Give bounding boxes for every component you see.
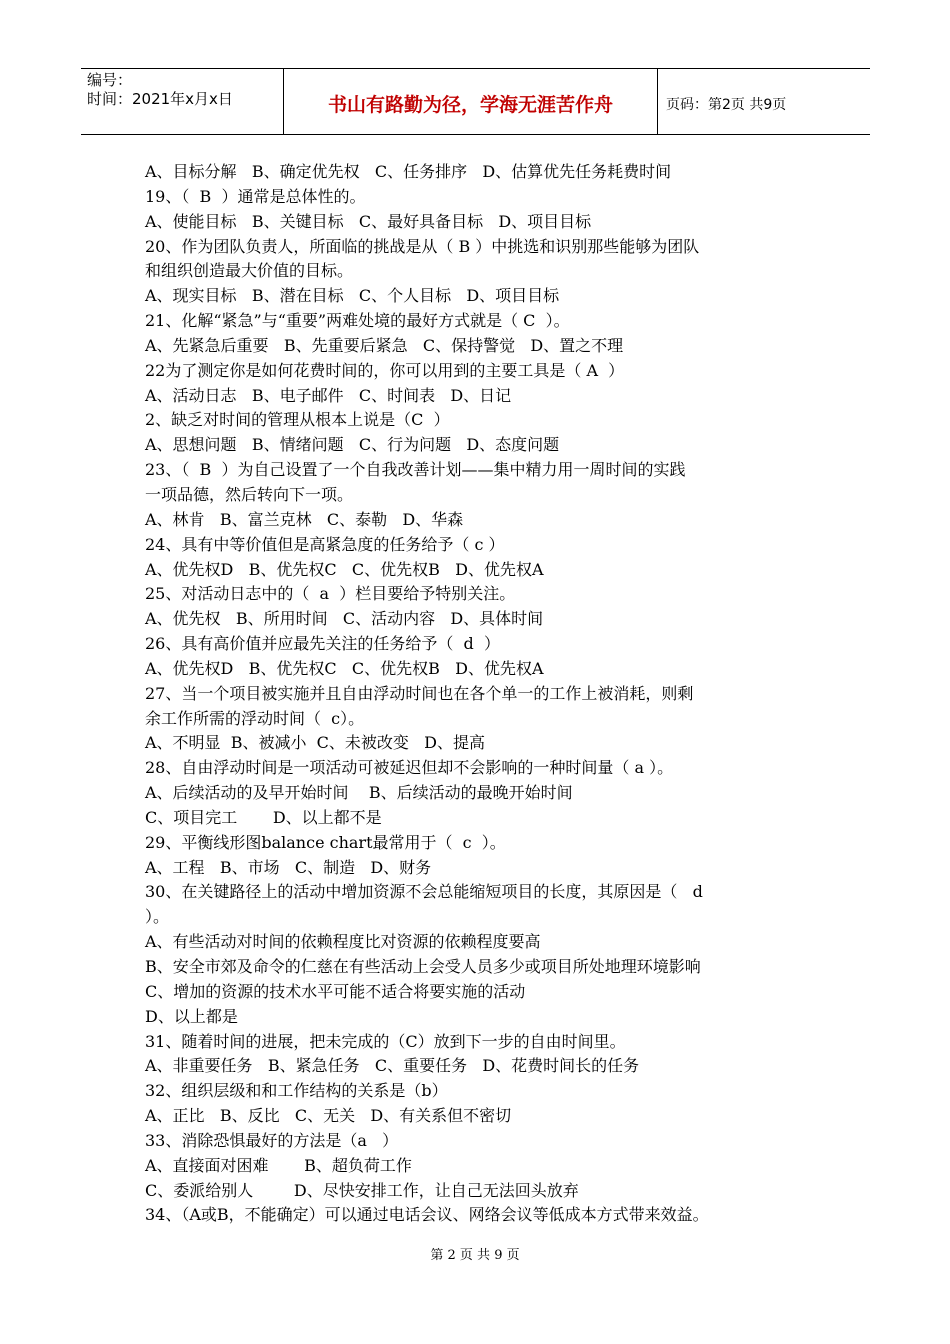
text-line: A、活动日志 B、电子邮件 C、时间表 D、日记	[145, 385, 512, 405]
text-line: A、后续活动的及早开始时间 B、后续活动的最晚开始时间	[145, 783, 573, 803]
page-header	[81, 68, 870, 135]
text-line: B、安全市郊及命令的仁慈在有些活动上会受人员多少或项目所处地理环境影响	[145, 957, 701, 976]
text-line: A、思想问题 B、情绪问题 C、行为问题 D、态度问题	[145, 435, 560, 455]
text-line: 19、（ B ）通常是总体性的。	[145, 186, 366, 206]
page-footer: 第 2 页 共 9 页	[430, 1248, 520, 1263]
text-line: 25、对活动日志中的（ a ）栏目要给予特别关注。	[145, 584, 516, 604]
text-line: C、项目完工 D、以上都不是	[145, 807, 382, 827]
text-line: A、不明显 B、被减小 C、未被改变 D、提高	[145, 733, 485, 753]
text-line: 32、组织层级和和工作结构的关系是（b）	[145, 1081, 448, 1101]
document-date-label: 时间：2021年x月x日	[87, 90, 233, 108]
text-line: C、增加的资源的技术水平可能不适合将要实施的活动	[145, 981, 526, 1001]
text-line: 29、平衡线形图balance chart最常用于（ c ）。	[145, 832, 506, 852]
document-body	[145, 160, 835, 1228]
text-line: A、先紧急后重要 B、先重要后紧急 C、保持警觉 D、置之不理	[145, 335, 624, 355]
text-line: 33、消除恐惧最好的方法是（a ）	[145, 1130, 399, 1150]
text-line: 余工作所需的浮动时间（ c）。	[145, 708, 365, 728]
text-line: 28、自由浮动时间是一项活动可被延迟但却不会影响的一种时间量（ a ）。	[145, 758, 674, 778]
text-line: A、正比 B、反比 C、无关 D、有关系但不密切	[145, 1106, 512, 1126]
text-line: A、优先权 B、所用时间 C、活动内容 D、具体时间	[145, 609, 544, 629]
text-line: 24、具有中等价值但是高紧急度的任务给予（ c ）	[145, 534, 505, 554]
header-page-number: 页码：第2页 共9页	[666, 96, 787, 113]
text-line: 20、作为团队负责人，所面临的挑战是从（ B ）中挑选和识别那些能够为团队	[145, 236, 700, 256]
text-line: A、使能目标 B、关键目标 C、最好具备目标 D、项目目标	[145, 211, 592, 231]
text-line: 23、（ B ）为自己设置了一个自我改善计划——集中精力用一周时间的实践	[145, 460, 686, 480]
text-line: 34、（A或B，不能确定）可以通过电话会议、网络会议等低成本方式带来效益。	[145, 1205, 709, 1225]
text-line: A、林肯 B、富兰克林 C、泰勒 D、华森	[145, 509, 464, 529]
text-line: A、直接面对困难 B、超负荷工作	[145, 1155, 412, 1175]
text-line: A、现实目标 B、潜在目标 C、个人目标 D、项目目标	[145, 286, 560, 306]
text-line: 2、缺乏对时间的管理从根本上说是（C ）	[145, 410, 450, 430]
text-line: C、委派给别人 D、尽快安排工作，让自己无法回头放弃	[145, 1180, 579, 1200]
text-line: 21、化解“紧急”与“重要”两难处境的最好方式就是（ C ）。	[145, 311, 570, 331]
text-line: 27、当一个项目被实施并且自由浮动时间也在各个单一的工作上被消耗，则剩	[145, 683, 694, 703]
text-line: A、目标分解 B、确定优先权 C、任务排序 D、估算优先任务耗费时间	[145, 162, 672, 181]
text-line: A、有些活动对时间的依赖程度比对资源的依赖程度要高	[145, 932, 541, 952]
document-code-label: 编号：	[87, 71, 133, 89]
text-line: 22为了测定你是如何花费时间的，你可以用到的主要工具是（ A ）	[145, 360, 625, 380]
text-line: 31、随着时间的进展，把未完成的（C）放到下一步的自由时间里。	[145, 1031, 626, 1051]
header-motto: 书山有路勤为径，学海无涯苦作舟	[284, 69, 658, 134]
text-line: 30、在关键路径上的活动中增加资源不会总能缩短项目的长度，其原因是（ d	[145, 882, 703, 902]
text-line: A、优先权D B、优先权C C、优先权B D、优先权A	[145, 559, 544, 579]
text-line: 26、具有高价值并应最先关注的任务给予（ d ）	[145, 634, 500, 654]
text-line: 一项品德，然后转向下一项。	[145, 484, 354, 504]
text-line: ）。	[145, 907, 170, 927]
text-line: A、优先权D B、优先权C C、优先权B D、优先权A	[145, 658, 544, 678]
text-line: A、工程 B、市场 C、制造 D、财务	[145, 857, 432, 877]
header-meta	[81, 69, 284, 134]
text-line: A、非重要任务 B、紧急任务 C、重要任务 D、花费时间长的任务	[145, 1056, 640, 1076]
text-line: D、以上都是	[145, 1006, 238, 1026]
text-line: 和组织创造最大价值的目标。	[145, 261, 354, 281]
